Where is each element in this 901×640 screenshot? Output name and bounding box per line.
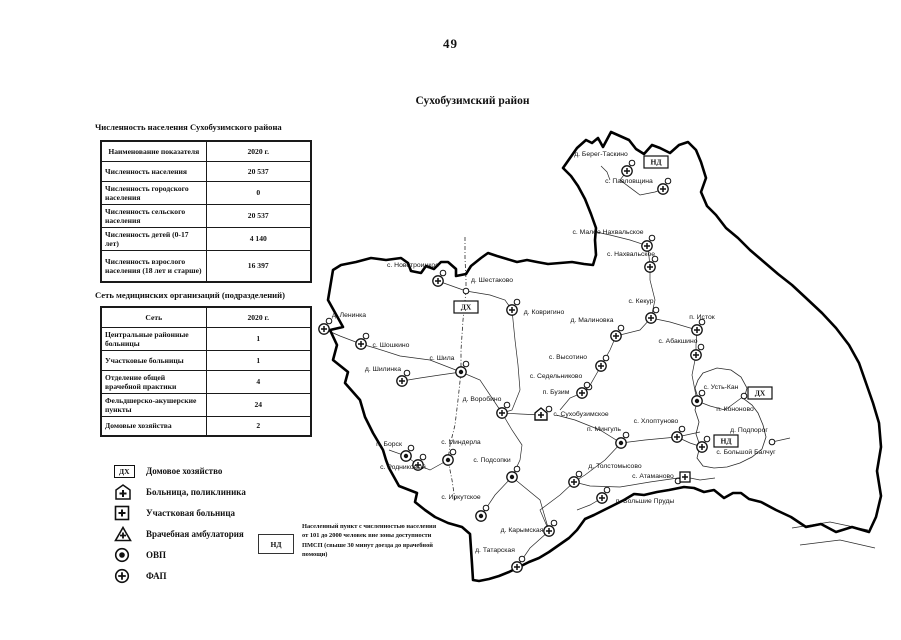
settlement-label: с. Высотино <box>548 354 588 361</box>
row-value: 4 140 <box>206 227 311 250</box>
table-header-row <box>101 141 311 161</box>
ovp-icon <box>114 546 140 564</box>
map-settlement <box>632 472 690 484</box>
settlement-node-icon <box>699 390 705 396</box>
row-label: Численность населения <box>101 161 206 181</box>
row-label: Домовые хозяйства <box>101 416 206 436</box>
table-row <box>101 350 311 370</box>
settlement-node-icon <box>769 439 775 445</box>
legend-label: ФАП <box>146 571 167 581</box>
settlement-node-icon <box>741 393 747 399</box>
row-value: 20 537 <box>206 204 311 227</box>
settlement-label: с. Малое Нахвальское <box>572 229 644 236</box>
legend-label: ОВП <box>146 550 167 560</box>
row-value: 1 <box>206 327 311 350</box>
settlement-label: с. Миндерла <box>441 439 481 446</box>
settlement-label: с. Нахвальское <box>606 251 656 258</box>
map-markers <box>319 151 776 572</box>
settlement-node-icon <box>420 454 426 460</box>
settlement-node-icon <box>704 436 710 442</box>
map-settlement <box>356 333 410 349</box>
settlement-label: д. Воробино <box>462 396 502 403</box>
legend-item-hospital <box>114 484 304 500</box>
legend-label: Врачебная амбулатория <box>146 529 244 539</box>
settlement-node-icon <box>408 445 414 451</box>
row-value: 16 397 <box>206 250 311 282</box>
nd-box-icon-label: НД <box>720 436 732 446</box>
district-hospital-icon <box>114 504 140 522</box>
settlement-label: д. Толстомысово <box>588 463 642 470</box>
legend-label: Участковая больница <box>146 508 236 518</box>
settlement-label: с. Новотроицкое <box>386 262 440 269</box>
map-settlement <box>549 354 609 371</box>
hospital-icon <box>114 483 140 501</box>
map-settlement <box>570 317 623 341</box>
map-settlement <box>473 457 519 482</box>
ovp-dot <box>695 399 699 403</box>
settlement-label: п. Большие Пруды <box>615 498 675 505</box>
settlement-label: п. Кононово <box>716 406 754 413</box>
row-label: Участковые больницы <box>101 350 206 370</box>
col-header-name: Сеть <box>101 307 206 327</box>
row-value: 4 <box>206 370 311 393</box>
settlement-node-icon <box>698 344 704 350</box>
settlement-label: д. Малиновка <box>570 317 614 324</box>
table-header-row <box>101 307 311 327</box>
map-settlement <box>535 406 609 420</box>
settlement-node-icon <box>604 487 610 493</box>
settlement-label: с. Сухобузимское <box>553 411 609 418</box>
map-settlement <box>319 312 367 334</box>
ovp-dot <box>459 370 463 374</box>
settlement-node-icon <box>618 325 624 331</box>
table-row <box>101 393 311 416</box>
row-value: 24 <box>206 393 311 416</box>
row-value: 2 <box>206 416 311 436</box>
row-label: Отделение общей врачебной практики <box>101 370 206 393</box>
row-value: 0 <box>206 181 311 204</box>
map-settlement <box>463 277 513 294</box>
settlement-node-icon <box>463 288 469 294</box>
map-settlement <box>507 299 565 316</box>
table-row <box>101 416 311 436</box>
settlement-label: с. Большой Балчуг <box>716 449 776 456</box>
settlement-label: с. Абакшино <box>658 338 698 345</box>
settlement-node-icon <box>551 520 557 526</box>
settlement-label: с. Усть-Кан <box>703 384 739 391</box>
settlement-label: п. Исток <box>689 314 715 321</box>
map-settlement <box>463 395 510 418</box>
fap-icon <box>114 567 140 585</box>
map-settlement <box>659 337 704 360</box>
settlement-node-icon <box>404 370 410 376</box>
table-row <box>101 227 311 250</box>
ovp-dot <box>479 514 483 518</box>
map-settlement <box>501 520 557 536</box>
row-value: 1 <box>206 350 311 370</box>
ovp-dot <box>619 441 623 445</box>
settlement-label: с. Атаманово <box>632 473 674 480</box>
page-title: Сухобузимский район <box>415 95 530 107</box>
settlement-node-icon <box>546 406 552 412</box>
settlement-label: д. Подпорог <box>730 427 768 434</box>
nd-box-icon: НД <box>258 534 294 554</box>
settlement-label: с. Хлоптуново <box>633 418 679 425</box>
settlement-node-icon <box>504 402 510 408</box>
map-settlement <box>689 314 715 335</box>
settlement-label: с. Родниковый <box>380 464 426 471</box>
ovp-dot <box>404 454 408 458</box>
settlement-node-icon <box>679 426 685 432</box>
settlement-node-icon <box>326 318 332 324</box>
ambulatory-icon <box>114 525 140 543</box>
map-settlement <box>605 178 671 194</box>
settlement-node-icon <box>653 307 659 313</box>
ovp-dot <box>510 475 514 479</box>
settlement-label: с. Павловщина <box>605 178 653 185</box>
dx-box-icon-label: ДХ <box>460 302 472 312</box>
settlement-label: д. Шилинка <box>364 366 402 373</box>
settlement-label: с. Седельниково <box>529 373 583 380</box>
table-row <box>101 370 311 393</box>
map-settlement <box>475 547 525 572</box>
legend-item-household <box>114 463 304 479</box>
row-label: Численность городского населения <box>101 181 206 204</box>
network-section-heading: Сеть медицинских организаций (подразделений) <box>95 290 285 300</box>
legend-item-district-hospital <box>114 505 304 521</box>
district-map <box>310 120 895 625</box>
settlement-node-icon <box>363 333 369 339</box>
map-settlement <box>387 262 446 286</box>
settlement-node-icon <box>483 505 489 511</box>
row-label: Центральные районные больницы <box>101 327 206 350</box>
col-header-year: 2020 г. <box>206 307 311 327</box>
table-row <box>101 250 311 282</box>
settlement-label: с. Иркутское <box>441 494 481 501</box>
settlement-label: с. Кекур <box>628 298 654 305</box>
legend-label: Больница, поликлиника <box>146 487 246 497</box>
legend-label: Домовое хозяйство <box>146 466 223 476</box>
settlement-label: д. Ковригино <box>523 309 565 316</box>
table-row <box>101 161 311 181</box>
dx-box-icon-label: ДХ <box>754 388 766 398</box>
map-settlement <box>441 494 488 521</box>
legend-item-fap <box>114 568 304 584</box>
map-settlement <box>376 441 414 461</box>
map-settlement <box>607 251 658 272</box>
settlement-node-icon <box>514 466 520 472</box>
population-table <box>100 140 312 283</box>
settlement-node-icon <box>629 160 635 166</box>
settlement-node-icon <box>576 471 582 477</box>
settlement-node-icon <box>463 361 469 367</box>
population-section-heading: Численность населения Сухобузимского района <box>95 122 282 132</box>
settlement-label: п. Борск <box>376 441 402 448</box>
dx-box-icon: ДХ <box>114 462 140 480</box>
settlement-label: с. Шила <box>429 355 455 362</box>
nd-note-text: Населенный пункт с численностью населения от 101 до 2000 человек вне зоны доступности ПМСП (свыше 30 минут доезда до врачебной помощи) <box>302 523 437 558</box>
map-settlement <box>692 384 739 406</box>
settlement-label: с. Шошкино <box>372 342 410 349</box>
settlement-node-icon <box>649 235 655 241</box>
table-row <box>101 204 311 227</box>
row-label: Численность сельского населения <box>101 204 206 227</box>
settlement-label: д. Карымская <box>500 527 544 534</box>
settlement-label: д. Ленинка <box>331 312 367 319</box>
network-table <box>100 306 312 437</box>
page-number: 49 <box>443 36 458 51</box>
table-row <box>101 327 311 350</box>
col-header-year: 2020 г. <box>206 141 311 161</box>
settlement-node-icon <box>665 178 671 184</box>
settlement-label: д. Татарская <box>475 547 515 554</box>
settlement-label: п. Бузим <box>542 389 570 396</box>
settlement-node-icon <box>450 449 456 455</box>
settlement-node-icon <box>623 432 629 438</box>
settlement-node-icon <box>440 270 446 276</box>
settlement-label: д. Берег-Таскино <box>574 151 628 158</box>
col-header-name: Наименование показателя <box>101 141 206 161</box>
settlement-label: с. Подсопки <box>473 457 511 464</box>
row-label: Численность детей (0-17 лет) <box>101 227 206 250</box>
row-label: Численность взрослого населения (18 лет и старше) <box>101 250 206 282</box>
map-settlement <box>365 366 410 386</box>
settlement-label: д. Шестаково <box>470 277 514 284</box>
ovp-dot <box>446 458 450 462</box>
settlement-node-icon <box>519 556 525 562</box>
map-settlement <box>543 382 590 398</box>
settlement-label: п. Мингуль <box>587 426 621 433</box>
map-settlement <box>587 426 629 448</box>
nd-box-icon-label: НД <box>650 157 662 167</box>
row-label: Фельдшерско-акушерские пункты <box>101 393 206 416</box>
row-value: 20 537 <box>206 161 311 181</box>
map-settlement <box>572 229 654 251</box>
settlement-node-icon <box>514 299 520 305</box>
settlement-node-icon <box>584 382 590 388</box>
map-settlement <box>574 151 635 176</box>
settlement-node-icon <box>603 355 609 361</box>
table-row <box>101 181 311 204</box>
